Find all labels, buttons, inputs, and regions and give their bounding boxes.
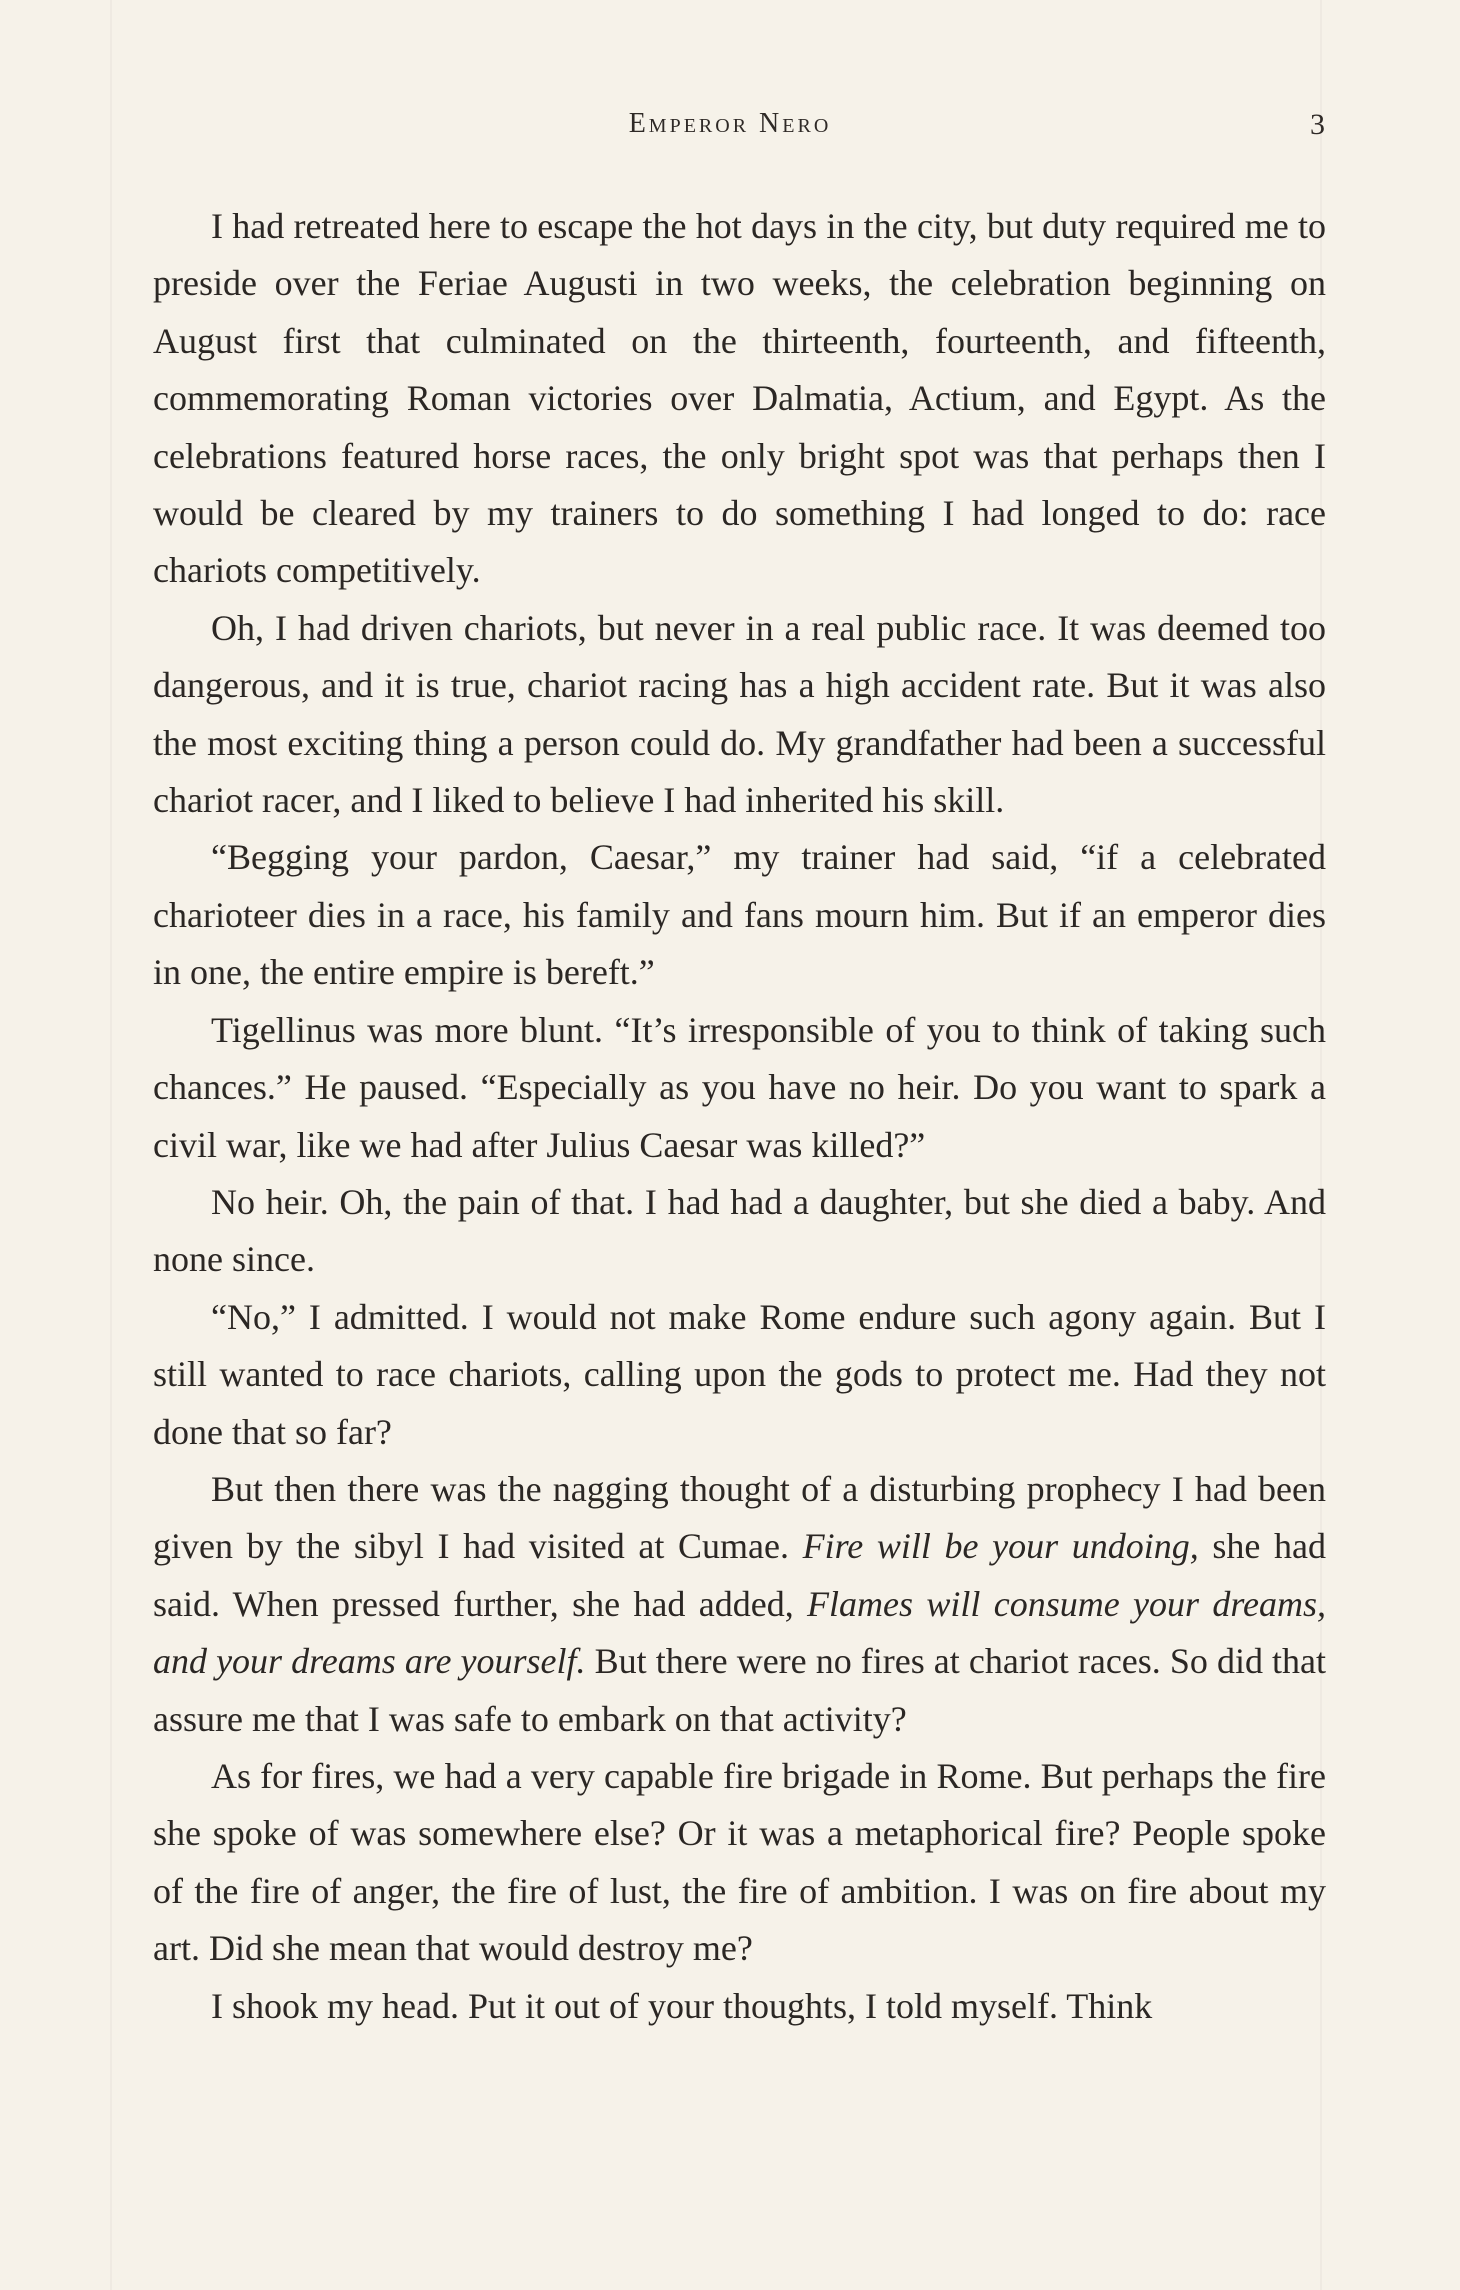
paragraph-7 xyxy=(153,1461,1326,1748)
page-crease-left xyxy=(110,0,112,2290)
paragraph-1: I had retreated here to escape the hot days in the city, but duty required me to preside over the Feriae Augusti in two weeks, the celebration beginning on August first that culminated on the thirteenth, fourteenth, and fifteenth, commemorating Roman victories over Dalmatia, Actium, and Egypt. As the celebrations featured horse races, the only bright spot was that perhaps then I would be cleared by my trainers to do something I had longed to do: race chariots competitively. xyxy=(153,206,1326,591)
prophecy-quote-2: Flames will consume your dreams, and your dreams are yourself. xyxy=(153,1583,1326,1682)
running-head: Emperor Nero xyxy=(628,108,832,139)
paragraph-8: As for fires, we had a very capable fire brigade in Rome. But perhaps the fire she spoke of was somewhere else? Or it was a metaphorical fire? People spoke of the fire of anger, the fire of lust, the fire of ambition. I was on fire about my art. Did she mean that would destroy me? xyxy=(153,1755,1326,1969)
paragraph-7-text-1: But then there was the nagging thought of a disturbing prophecy I had been given by the sibyl I had visited at Cumae. xyxy=(153,1468,1326,1567)
paragraph-7-text-2: she had said. When pressed further, she had added, xyxy=(153,1526,1326,1624)
prophecy-quote-1: Fire will be your undoing, xyxy=(802,1526,1199,1567)
paragraph-6: “No,” I admitted. I would not make Rome endure such agony again. But I still wanted to race chariots, calling upon the gods to protect me. Had they not done that so far? xyxy=(153,1296,1326,1452)
page-number: 3 xyxy=(1310,108,1325,141)
paragraph-4: Tigellinus was more blunt. “It’s irresponsible of you to think of taking such chances.” He paused. “Especially as you have no heir. Do you want to spark a civil war, like we had after Julius Caesar was killed?” xyxy=(153,1009,1326,1165)
paragraph-5: No heir. Oh, the pain of that. I had had a daughter, but she died a baby. And none since. xyxy=(153,1181,1326,1280)
paragraph-3: “Begging your pardon, Caesar,” my trainer had said, “if a celebrated charioteer dies in a race, his family and fans mourn him. But if an emperor dies in one, the entire empire is bereft.” xyxy=(153,837,1326,993)
body-text xyxy=(153,198,1326,2035)
paragraph-7-text-3: But there were no fires at chariot races. So did that assure me that I was safe to embark on that activity? xyxy=(153,1641,1326,1739)
paragraph-2: Oh, I had driven chariots, but never in a real public race. It was deemed too dangerous, and it is true, chariot racing has a high accident rate. But it was also the most exciting thing a person could do. My grandfather had been a successful chariot racer, and I liked to believe I had inherited his skill. xyxy=(153,607,1326,821)
paragraph-9: I shook my head. Put it out of your thoughts, I told myself. Think xyxy=(211,1985,1153,2026)
